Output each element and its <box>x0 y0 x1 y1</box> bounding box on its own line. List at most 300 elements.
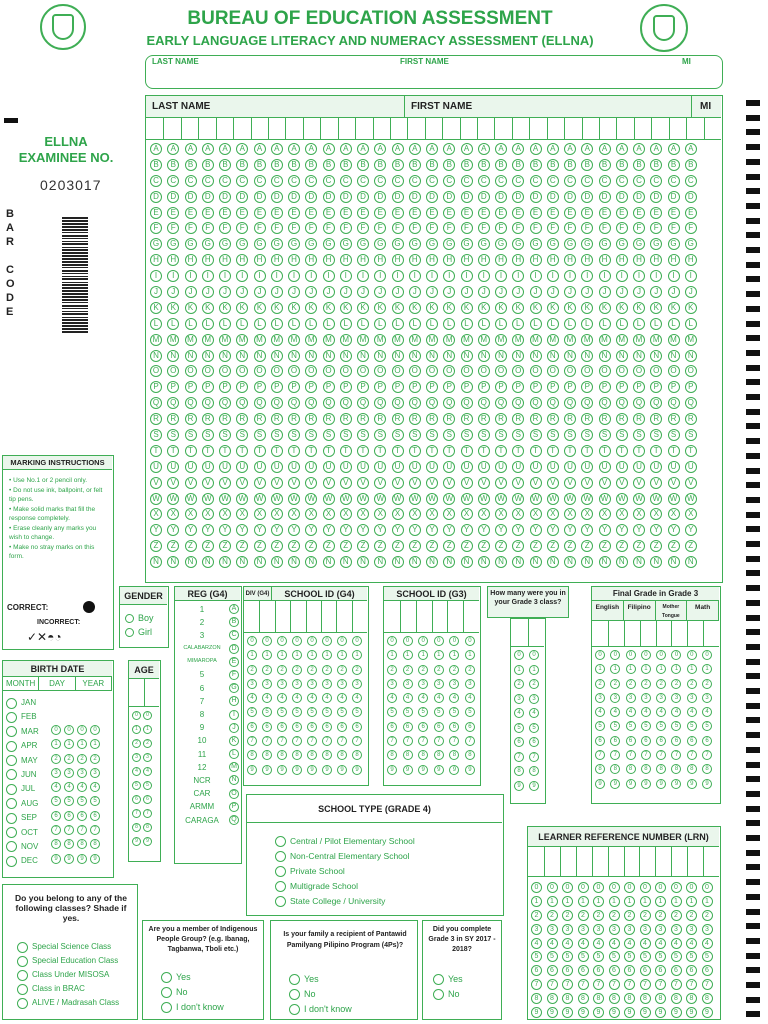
name-bubble[interactable]: P <box>616 381 628 393</box>
name-bubble[interactable]: E <box>271 207 283 219</box>
name-bubble[interactable]: C <box>668 175 680 187</box>
sid4-bubble[interactable]: 4 <box>262 693 272 703</box>
name-bubble[interactable]: X <box>254 508 266 520</box>
name-bubble[interactable]: P <box>650 381 662 393</box>
cls-bubble[interactable]: 6 <box>514 737 524 747</box>
name-bubble[interactable]: O <box>685 365 697 377</box>
grade3-option[interactable] <box>433 988 463 1000</box>
birth-bubble[interactable]: 4 <box>77 782 87 792</box>
name-bubble[interactable]: U <box>443 461 455 473</box>
name-bubble[interactable]: W <box>305 493 317 505</box>
name-bubble[interactable]: P <box>633 381 645 393</box>
name-bubble[interactable]: I <box>202 270 214 282</box>
name-bubble[interactable]: Q <box>167 397 179 409</box>
fg-bubble[interactable]: 2 <box>641 679 651 689</box>
name-bubble[interactable]: Y <box>461 524 473 536</box>
name-bubble[interactable]: B <box>357 159 369 171</box>
name-bubble[interactable]: U <box>461 461 473 473</box>
fg-bubble[interactable]: 1 <box>641 664 651 674</box>
name-bubble[interactable]: N <box>357 350 369 362</box>
name-bubble[interactable]: K <box>668 302 680 314</box>
name-bubble[interactable]: D <box>478 191 490 203</box>
name-bubble[interactable]: U <box>392 461 404 473</box>
name-bubble[interactable]: B <box>668 159 680 171</box>
school-type-option[interactable] <box>275 865 415 877</box>
sid3-bubble[interactable]: 3 <box>387 679 397 689</box>
name-bubble[interactable]: C <box>236 175 248 187</box>
lrn-bubble[interactable]: 3 <box>578 924 589 935</box>
lrn-bubble[interactable]: 5 <box>593 951 604 962</box>
cls-bubble[interactable]: 4 <box>514 708 524 718</box>
name-bubble[interactable]: O <box>288 365 300 377</box>
lrn-bubble[interactable]: 9 <box>562 1007 573 1018</box>
name-bubble[interactable]: S <box>668 429 680 441</box>
name-bubble[interactable]: E <box>254 207 266 219</box>
lrn-bubble[interactable]: 1 <box>702 896 713 907</box>
name-bubble[interactable]: I <box>685 270 697 282</box>
name-bubble[interactable]: O <box>495 365 507 377</box>
name-bubble[interactable]: M <box>305 334 317 346</box>
name-bubble[interactable]: D <box>288 191 300 203</box>
name-bubble[interactable]: K <box>650 302 662 314</box>
cls-bubble[interactable]: 5 <box>529 723 539 733</box>
sid4-bubble[interactable]: 7 <box>277 736 287 746</box>
lrn-bubble[interactable]: 8 <box>609 993 620 1004</box>
lrn-bubble[interactable]: 2 <box>562 910 573 921</box>
name-bubble[interactable]: R <box>202 413 214 425</box>
name-bubble[interactable]: D <box>668 191 680 203</box>
name-bubble[interactable]: M <box>340 334 352 346</box>
lrn-write-cells[interactable] <box>528 847 719 877</box>
name-bubble[interactable]: C <box>202 175 214 187</box>
name-bubble[interactable]: A <box>461 143 473 155</box>
final-grade-bubbles[interactable] <box>595 650 712 789</box>
final-grade-write-cells[interactable] <box>592 621 719 647</box>
sid3-bubble[interactable]: 6 <box>418 722 428 732</box>
lrn-bubble[interactable]: 9 <box>671 1007 682 1018</box>
name-bubble[interactable]: A <box>512 143 524 155</box>
name-bubble[interactable]: L <box>564 318 576 330</box>
name-bubble[interactable]: J <box>236 286 248 298</box>
lrn-bubble[interactable]: 6 <box>609 965 620 976</box>
name-bubble[interactable]: W <box>650 493 662 505</box>
lrn-bubble[interactable]: 2 <box>671 910 682 921</box>
name-bubble[interactable]: N <box>495 350 507 362</box>
name-bubble[interactable]: W <box>616 493 628 505</box>
sid3-bubble[interactable]: 3 <box>465 679 475 689</box>
fg-bubble[interactable]: 0 <box>702 650 712 660</box>
name-bubble[interactable]: N <box>323 350 335 362</box>
name-bubble[interactable]: J <box>392 286 404 298</box>
month-option[interactable] <box>6 726 39 738</box>
classes-options[interactable] <box>17 941 119 1009</box>
name-bubble[interactable]: A <box>236 143 248 155</box>
name-bubble[interactable]: J <box>254 286 266 298</box>
name-bubble[interactable]: T <box>323 445 335 457</box>
lrn-bubble[interactable]: 6 <box>640 965 651 976</box>
name-bubble[interactable]: G <box>633 238 645 250</box>
sid4-bubble[interactable]: 4 <box>247 693 257 703</box>
name-bubble[interactable]: H <box>461 254 473 266</box>
lrn-bubble[interactable]: 6 <box>671 965 682 976</box>
fg-bubble[interactable]: 0 <box>610 650 620 660</box>
name-bubble[interactable]: F <box>357 222 369 234</box>
name-bubble[interactable]: H <box>202 254 214 266</box>
name-bubble[interactable]: B <box>288 159 300 171</box>
name-bubble[interactable]: F <box>461 222 473 234</box>
name-bubble[interactable]: L <box>236 318 248 330</box>
name-bubble[interactable]: G <box>340 238 352 250</box>
name-bubble[interactable]: J <box>668 286 680 298</box>
name-bubble[interactable]: R <box>564 413 576 425</box>
fg-bubble[interactable]: 4 <box>641 707 651 717</box>
sid4-bubble[interactable]: 3 <box>352 679 362 689</box>
name-bubble[interactable]: S <box>392 429 404 441</box>
fourps-bubble[interactable] <box>289 1004 300 1015</box>
name-bubble[interactable]: I <box>599 270 611 282</box>
sid3-bubble[interactable]: 1 <box>449 650 459 660</box>
name-bubble[interactable]: B <box>512 159 524 171</box>
name-bubble[interactable]: Z <box>167 540 179 552</box>
name-bubble[interactable]: A <box>202 143 214 155</box>
name-bubble[interactable]: W <box>288 493 300 505</box>
name-bubble[interactable]: E <box>357 207 369 219</box>
name-bubble[interactable]: I <box>616 270 628 282</box>
ip-option[interactable] <box>161 986 224 998</box>
fg-bubble[interactable]: 5 <box>702 721 712 731</box>
name-bubble[interactable]: S <box>340 429 352 441</box>
name-bubble[interactable]: H <box>305 254 317 266</box>
name-bubble[interactable]: T <box>374 445 386 457</box>
name-bubble[interactable]: D <box>219 191 231 203</box>
name-bubble[interactable]: L <box>202 318 214 330</box>
name-bubble[interactable]: T <box>461 445 473 457</box>
fg-bubble[interactable]: 4 <box>687 707 697 717</box>
class-option[interactable] <box>17 983 119 995</box>
name-bubble[interactable]: L <box>409 318 421 330</box>
name-bubble[interactable]: A <box>185 143 197 155</box>
name-bubble[interactable]: U <box>633 461 645 473</box>
name-bubble[interactable]: W <box>530 493 542 505</box>
name-bubble[interactable]: K <box>409 302 421 314</box>
name-bubble[interactable]: B <box>547 159 559 171</box>
name-bubble[interactable]: Z <box>461 540 473 552</box>
name-bubble[interactable]: X <box>564 508 576 520</box>
birth-bubble[interactable]: 2 <box>77 754 87 764</box>
sid4-bubble[interactable]: 4 <box>277 693 287 703</box>
fg-bubble[interactable]: 1 <box>595 664 605 674</box>
fg-bubble[interactable]: 0 <box>656 650 666 660</box>
birth-bubble[interactable]: 6 <box>64 811 74 821</box>
name-bubble[interactable]: H <box>564 254 576 266</box>
name-bubble[interactable]: F <box>305 222 317 234</box>
name-bubble[interactable]: H <box>357 254 369 266</box>
name-bubble[interactable]: M <box>185 334 197 346</box>
fg-bubble[interactable]: 7 <box>671 750 681 760</box>
name-bubble[interactable]: G <box>547 238 559 250</box>
lrn-bubble[interactable]: 3 <box>702 924 713 935</box>
name-bubble[interactable]: W <box>547 493 559 505</box>
name-bubble[interactable]: I <box>530 270 542 282</box>
name-bubble[interactable]: Q <box>633 397 645 409</box>
birth-bubble[interactable]: 2 <box>90 754 100 764</box>
name-bubble[interactable]: Q <box>599 397 611 409</box>
name-bubble[interactable]: F <box>581 222 593 234</box>
lrn-bubble[interactable]: 3 <box>671 924 682 935</box>
fg-bubble[interactable]: 8 <box>610 764 620 774</box>
age-bubble[interactable]: 6 <box>132 795 141 804</box>
name-bubble[interactable]: V <box>392 477 404 489</box>
name-bubble[interactable]: X <box>616 508 628 520</box>
name-bubble[interactable]: A <box>323 143 335 155</box>
name-bubble[interactable]: C <box>650 175 662 187</box>
name-bubble[interactable]: X <box>409 508 421 520</box>
name-bubble[interactable]: L <box>495 318 507 330</box>
birth-bubble[interactable]: 6 <box>77 811 87 821</box>
name-bubble[interactable]: J <box>461 286 473 298</box>
name-bubble[interactable]: M <box>512 334 524 346</box>
sid4-bubble[interactable]: 3 <box>307 679 317 689</box>
name-bubble[interactable]: D <box>512 191 524 203</box>
sid4-bubble[interactable]: 5 <box>262 707 272 717</box>
sid4-bubble[interactable]: 5 <box>322 707 332 717</box>
name-bubble[interactable]: Ñ <box>409 556 421 568</box>
school-type-option[interactable] <box>275 850 415 862</box>
name-bubble[interactable]: R <box>650 413 662 425</box>
name-bubble[interactable]: V <box>581 477 593 489</box>
cls-bubble[interactable]: 9 <box>514 781 524 791</box>
name-bubble[interactable]: O <box>633 365 645 377</box>
name-bubble[interactable]: V <box>633 477 645 489</box>
name-bubble[interactable]: G <box>167 238 179 250</box>
name-bubble[interactable]: T <box>616 445 628 457</box>
name-bubble[interactable]: A <box>443 143 455 155</box>
name-bubble[interactable]: S <box>271 429 283 441</box>
name-bubble[interactable]: R <box>495 413 507 425</box>
age-bubble[interactable]: 5 <box>143 781 152 790</box>
name-bubble[interactable]: J <box>426 286 438 298</box>
name-bubble[interactable]: G <box>512 238 524 250</box>
name-bubble[interactable]: Y <box>305 524 317 536</box>
name-bubble[interactable]: V <box>512 477 524 489</box>
cls-bubble[interactable]: 7 <box>529 752 539 762</box>
name-bubble[interactable]: T <box>254 445 266 457</box>
name-bubble[interactable]: I <box>219 270 231 282</box>
name-bubble[interactable]: Z <box>392 540 404 552</box>
birth-bubble[interactable]: 4 <box>51 782 61 792</box>
class-bubble[interactable] <box>17 998 28 1009</box>
name-bubble[interactable]: P <box>547 381 559 393</box>
name-bubble[interactable]: H <box>167 254 179 266</box>
lrn-bubble[interactable]: 3 <box>624 924 635 935</box>
name-bubble[interactable]: R <box>478 413 490 425</box>
name-bubble[interactable]: M <box>323 334 335 346</box>
fg-bubble[interactable]: 6 <box>595 736 605 746</box>
name-bubble[interactable]: P <box>167 381 179 393</box>
name-bubble[interactable]: Y <box>392 524 404 536</box>
name-bubble[interactable]: H <box>323 254 335 266</box>
name-bubble[interactable]: Ñ <box>685 556 697 568</box>
name-bubble[interactable]: R <box>271 413 283 425</box>
sid3-bubble[interactable]: 1 <box>403 650 413 660</box>
ip-bubble[interactable] <box>161 972 172 983</box>
school-type-bubble[interactable] <box>275 896 286 907</box>
school-type-bubble[interactable] <box>275 836 286 847</box>
name-bubble[interactable]: U <box>185 461 197 473</box>
name-bubble[interactable]: U <box>374 461 386 473</box>
sid4-bubble[interactable]: 9 <box>352 765 362 775</box>
name-bubble[interactable]: Q <box>530 397 542 409</box>
name-bubble[interactable]: Z <box>271 540 283 552</box>
name-bubble[interactable]: O <box>461 365 473 377</box>
name-bubble[interactable]: P <box>409 381 421 393</box>
name-bubble[interactable]: X <box>650 508 662 520</box>
name-bubble[interactable]: G <box>495 238 507 250</box>
name-bubble[interactable]: X <box>219 508 231 520</box>
name-bubble[interactable]: H <box>409 254 421 266</box>
name-bubble[interactable]: K <box>374 302 386 314</box>
name-bubble[interactable]: S <box>167 429 179 441</box>
name-bubble[interactable]: Q <box>219 397 231 409</box>
lrn-bubble[interactable]: 3 <box>531 924 542 935</box>
sid4-bubble[interactable]: 6 <box>262 722 272 732</box>
region-option[interactable] <box>177 670 239 680</box>
name-bubble[interactable]: X <box>495 508 507 520</box>
fg-bubble[interactable]: 7 <box>687 750 697 760</box>
name-bubble[interactable]: K <box>685 302 697 314</box>
name-bubble[interactable]: W <box>357 493 369 505</box>
name-bubble[interactable]: N <box>219 350 231 362</box>
name-bubble[interactable]: Z <box>202 540 214 552</box>
name-bubble[interactable]: Y <box>219 524 231 536</box>
name-bubble[interactable]: R <box>616 413 628 425</box>
lrn-bubble[interactable]: 1 <box>562 896 573 907</box>
birth-bubble[interactable]: 7 <box>51 825 61 835</box>
name-bubble[interactable]: Ñ <box>288 556 300 568</box>
name-bubble[interactable]: P <box>478 381 490 393</box>
month-option[interactable] <box>6 855 39 867</box>
name-bubble[interactable]: Ñ <box>374 556 386 568</box>
birth-bubble[interactable]: 3 <box>90 768 100 778</box>
name-bubble[interactable]: R <box>426 413 438 425</box>
name-bubble[interactable]: H <box>236 254 248 266</box>
sid4-bubble[interactable]: 5 <box>337 707 347 717</box>
name-bubble[interactable]: L <box>530 318 542 330</box>
month-bubble[interactable] <box>6 813 17 824</box>
name-bubble[interactable]: H <box>478 254 490 266</box>
sid3-bubble[interactable]: 3 <box>449 679 459 689</box>
name-bubble[interactable]: G <box>357 238 369 250</box>
name-bubble[interactable]: G <box>185 238 197 250</box>
month-option[interactable] <box>6 783 39 795</box>
name-bubble[interactable]: W <box>340 493 352 505</box>
cls-bubble[interactable]: 3 <box>529 694 539 704</box>
sid3-bubble[interactable]: 7 <box>465 736 475 746</box>
region-option[interactable] <box>177 789 239 799</box>
name-bubble[interactable]: V <box>547 477 559 489</box>
name-bubble[interactable]: W <box>512 493 524 505</box>
name-bubble[interactable]: S <box>219 429 231 441</box>
birth-bubble[interactable]: 9 <box>77 854 87 864</box>
name-bubble[interactable]: J <box>340 286 352 298</box>
name-bubble[interactable]: W <box>426 493 438 505</box>
name-bubble[interactable]: M <box>357 334 369 346</box>
name-bubble[interactable]: D <box>547 191 559 203</box>
lrn-bubbles[interactable] <box>531 882 713 1018</box>
grade3-complete-options[interactable] <box>433 973 463 1000</box>
name-bubble[interactable]: K <box>564 302 576 314</box>
name-bubble[interactable]: V <box>219 477 231 489</box>
name-bubble[interactable]: J <box>547 286 559 298</box>
sid4-bubble[interactable]: 9 <box>262 765 272 775</box>
name-bubble[interactable]: H <box>581 254 593 266</box>
sid4-bubble[interactable]: 9 <box>337 765 347 775</box>
fg-bubble[interactable]: 6 <box>641 736 651 746</box>
name-bubble[interactable]: I <box>254 270 266 282</box>
sid4-bubble[interactable]: 7 <box>307 736 317 746</box>
name-bubble[interactable]: V <box>599 477 611 489</box>
name-bubble[interactable]: I <box>512 270 524 282</box>
name-bubble[interactable]: Y <box>409 524 421 536</box>
name-bubble[interactable]: Y <box>599 524 611 536</box>
name-bubble[interactable]: H <box>150 254 162 266</box>
name-bubble[interactable]: J <box>374 286 386 298</box>
name-bubble[interactable]: U <box>616 461 628 473</box>
name-bubble[interactable]: J <box>581 286 593 298</box>
birth-bubble[interactable]: 1 <box>77 739 87 749</box>
name-bubble[interactable]: K <box>305 302 317 314</box>
name-bubble[interactable]: X <box>633 508 645 520</box>
school-id-g4-bubbles[interactable] <box>247 636 362 775</box>
name-bubble[interactable]: E <box>495 207 507 219</box>
lrn-bubble[interactable]: 8 <box>702 993 713 1004</box>
name-bubble[interactable]: E <box>530 207 542 219</box>
name-bubble[interactable]: I <box>461 270 473 282</box>
birth-bubble[interactable]: 7 <box>90 825 100 835</box>
name-bubble[interactable]: I <box>443 270 455 282</box>
name-bubble[interactable]: T <box>202 445 214 457</box>
name-bubble[interactable]: H <box>530 254 542 266</box>
name-bubble[interactable]: R <box>254 413 266 425</box>
name-bubble[interactable]: J <box>409 286 421 298</box>
age-bubbles[interactable] <box>132 711 152 846</box>
name-bubble[interactable]: S <box>599 429 611 441</box>
sid4-bubble[interactable]: 8 <box>337 750 347 760</box>
name-bubble[interactable]: U <box>547 461 559 473</box>
name-bubble[interactable]: I <box>392 270 404 282</box>
name-bubble[interactable]: E <box>478 207 490 219</box>
lrn-bubble[interactable]: 1 <box>609 896 620 907</box>
name-bubble[interactable]: T <box>185 445 197 457</box>
name-bubble-area[interactable] <box>150 143 697 568</box>
name-bubble[interactable]: Ñ <box>254 556 266 568</box>
name-bubble[interactable]: V <box>409 477 421 489</box>
fg-bubble[interactable]: 6 <box>656 736 666 746</box>
name-bubble[interactable]: B <box>167 159 179 171</box>
name-bubble[interactable]: F <box>150 222 162 234</box>
name-bubble[interactable]: K <box>202 302 214 314</box>
lrn-bubble[interactable]: 9 <box>624 1007 635 1018</box>
name-bubble[interactable]: Ñ <box>219 556 231 568</box>
name-bubble[interactable]: O <box>202 365 214 377</box>
region-bubble[interactable]: O <box>229 789 239 799</box>
name-bubble[interactable]: T <box>633 445 645 457</box>
name-bubble[interactable]: K <box>357 302 369 314</box>
birth-bubble[interactable]: 0 <box>51 725 61 735</box>
lrn-bubble[interactable]: 6 <box>686 965 697 976</box>
sid3-bubble[interactable]: 0 <box>465 636 475 646</box>
name-bubble[interactable]: R <box>512 413 524 425</box>
